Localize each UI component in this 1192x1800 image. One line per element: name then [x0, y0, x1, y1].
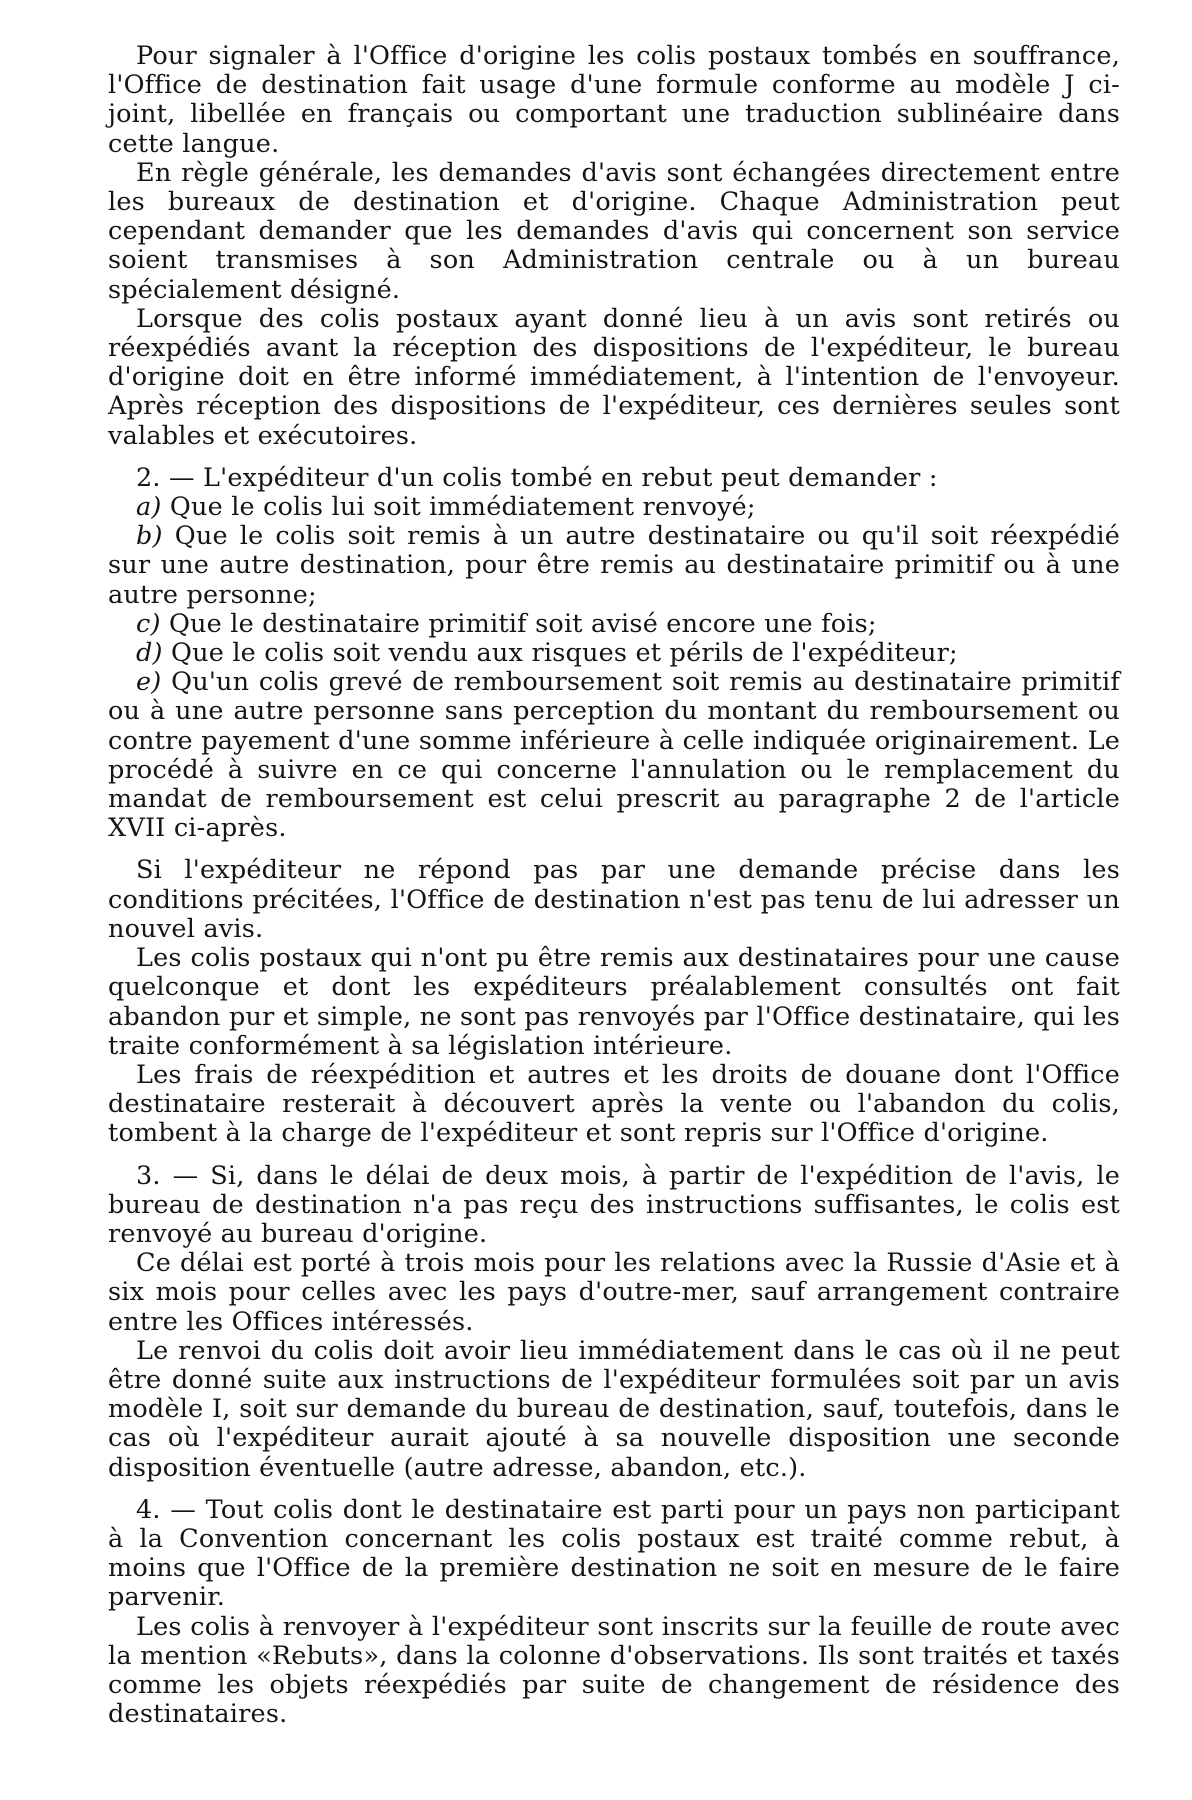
body-text	[108, 42, 1120, 1729]
paragraph-sans-reponse: Si l'expéditeur ne répond pas par une demande précise dans les conditions précitées, l'Office de destination n'est pas tenu de lui adresser un nouvel avis.	[108, 855, 1120, 944]
list-item-b	[108, 522, 1120, 610]
list-marker-b: b)	[136, 521, 163, 552]
paragraph-rebuts: Les colis à renvoyer à l'expéditeur sont inscrits sur la feuille de route avec la mention «Rebuts», dans la colonne d'observations. Ils sont traités et taxés comme les objets réexpédiés par suite de changement de résidence des destinataires.	[108, 1611, 1120, 1730]
paragraph-signaler: Pour signaler à l'Office d'origine les colis postaux tombés en souffrance, l'Office de destination fait usage d'une formule conforme au modèle J ci-joint, libellée en français ou comportant une traduction sublinéaire dans cette langue.	[108, 41, 1120, 159]
list-marker-a: a)	[136, 492, 162, 523]
list-text-d: Que le colis soit vendu aux risques et périls de l'expéditeur;	[171, 638, 958, 669]
list-text-e: Qu'un colis grevé de remboursement soit remis au destinataire primitif ou à une autre personne sans perception du montant du remboursement ou contre payement d'une somme inférieure à celle indiquée originairement. Le procédé à suivre en ce qui concerne l'annulation ou le remplacement du mandat de remboursement est celui prescrit au paragraphe 2 de l'article XVII ci-après.	[108, 667, 1120, 844]
list-item-a	[108, 493, 1120, 522]
list-item-d	[108, 639, 1120, 668]
paragraph-frais: Les frais de réexpédition et autres et les droits de douane dont l'Office destinataire resterait à découvert après la vente ou l'abandon du colis, tombent à la charge de l'expéditeur et sont repris sur l'Office d'origine.	[108, 1059, 1120, 1149]
section-3-paragraph: 3. — Si, dans le délai de deux mois, à partir de l'expédition de l'avis, le bureau de destination n'a pas reçu des instructions suffisantes, le colis est renvoyé au bureau d'origine.	[108, 1160, 1120, 1249]
list-item-e	[108, 668, 1120, 843]
list-marker-c: c)	[136, 608, 161, 639]
section-4-paragraph: 4. — Tout colis dont le destinataire est parti pour un pays non participant à la Convention concernant les colis postaux est traité comme rebut, à moins que l'Office de la première destination ne soit en mesure de le faire parvenir.	[108, 1494, 1120, 1613]
list-marker-e: e)	[136, 667, 162, 698]
list-marker-d: d)	[136, 638, 163, 669]
list-item-c	[108, 610, 1120, 639]
paragraph-renvoi: Le renvoi du colis doit avoir lieu immédiatement dans le cas où il ne peut être donné suite aux instructions de l'expéditeur formulées soit par un avis modèle I, soit sur demande du bureau de destination, sauf, toutefois, dans le cas où l'expéditeur aurait ajouté à sa nouvelle disposition une seconde disposition éventuelle (autre adresse, abandon, etc.).	[108, 1335, 1120, 1483]
paragraph-retires-reexpedies: Lorsque des colis postaux ayant donné lieu à un avis sont retirés ou réexpédiés avant la réception des dispositions de l'expéditeur, le bureau d'origine doit en être informé immédiatement, à l'intention de l'envoyeur. Après réception des dispositions de l'expéditeur, ces dernières seules sont valables et exécutoires.	[108, 303, 1120, 451]
section-2-heading: 2. — L'expéditeur d'un colis tombé en rebut peut demander :	[136, 462, 938, 493]
paragraph-regle-generale: En règle générale, les demandes d'avis sont échangées directement entre les bureaux de destination et d'origine. Chaque Administration peut cependant demander que les demandes d'avis qui concernent son service soient transmises à son Administration centrale ou à un bureau spécialement désigné.	[108, 157, 1120, 305]
paragraph-delai: Ce délai est porté à trois mois pour les relations avec la Russie d'Asie et à six mois pour celles avec les pays d'outre-mer, sauf arrangement contraire entre les Offices intéressés.	[108, 1248, 1120, 1337]
list-text-c: Que le destinataire primitif soit avisé encore une fois;	[168, 608, 877, 639]
list-text-b: Que le colis soit remis à un autre destinataire ou qu'il soit réexpédié sur une autre destination, pour être remis au destinataire primitif ou à une autre personne;	[108, 521, 1121, 610]
paragraph-abandon: Les colis postaux qui n'ont pu être remis aux destinataires pour une cause quelconque et dont les expéditeurs préalablement consultés ont fait abandon pur et simple, ne sont pas renvoyés par l'Office destinataire, qui les traite conformément à sa législation intérieure.	[108, 943, 1120, 1061]
list-text-a: Que le colis lui soit immédiatement renvoyé;	[169, 492, 756, 523]
